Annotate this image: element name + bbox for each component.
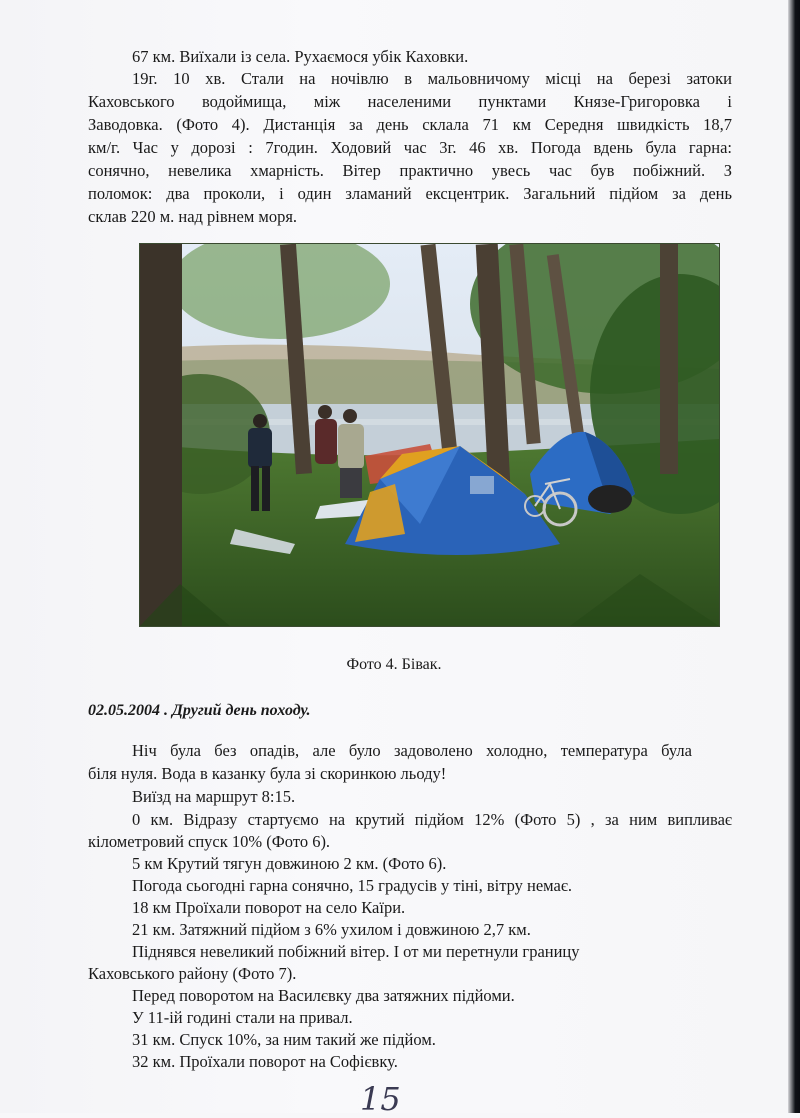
day-line-2: біля нуля. Вода в казанку була зі скоринкою льоду! <box>88 764 447 783</box>
intro-line-5: км/г. Час у дорозі : 7годин. Ходовий час 3г. 46 хв. Погода вдень була гарна: <box>88 138 732 157</box>
day-line-11: Каховського району (Фото 7). <box>88 964 297 983</box>
intro-line-4: Заводовка. (Фото 4). Дистанція за день склала 71 км Середня швидкість 18,7 <box>88 115 732 134</box>
day-line-8: 18 км Проїхали поворот на село Каїри. <box>132 898 406 917</box>
day-line-6: 5 км Крутий тягун довжиною 2 км. (Фото 6). <box>132 854 447 873</box>
intro-line-2: 19г. 10 хв. Стали на ночівлю в мальовничому місці на березі затоки <box>132 69 732 88</box>
intro-line-3: Каховського водоймища, між населеними пунктами Князе-Григоровка і <box>88 92 732 111</box>
scan-edge <box>788 0 800 1113</box>
day-line-9: 21 км. Затяжний підйом з 6% ухилом і довжиною 2,7 км. <box>132 920 531 939</box>
day-line-15: 32 км. Проїхали поворот на Софієвку. <box>132 1052 398 1071</box>
day-line-4: 0 км. Відразу стартуємо на крутий підйом 12% (Фото 5) , за ним випливає <box>132 810 732 829</box>
photo-caption: Фото 4. Бівак. <box>346 656 442 673</box>
intro-line-1: 67 км. Виїхали із села. Рухаємося убік Каховки. <box>132 47 469 66</box>
page-number: 15 <box>360 1080 401 1118</box>
day-line-7: Погода сьогодні гарна сонячно, 15 градусів у тіні, вітру немає. <box>132 876 573 895</box>
day-heading: 02.05.2004 . Другий день походу. <box>88 702 311 719</box>
campsite-scene <box>140 244 719 626</box>
day-line-14: 31 км. Спуск 10%, за ним такий же підйом. <box>132 1030 436 1049</box>
day-line-12: Перед поворотом на Василєвку два затяжних підйоми. <box>132 986 515 1005</box>
day-line-1: Ніч була без опадів, але було задоволено холодно, температура була <box>132 741 692 760</box>
intro-line-6: сонячно, невелика хмарність. Вітер практично увесь час був побіжний. З <box>88 161 732 180</box>
day-line-10: Піднявся невеликий побіжний вітер. І от ми перетнули границу <box>132 942 580 961</box>
day-line-13: У 11-ій годині стали на привал. <box>132 1008 353 1027</box>
day-line-5: кілометровий спуск 10% (Фото 6). <box>88 832 331 851</box>
intro-line-7: поломок: два проколи, і один зламаний ексцентрик. Загальний підйом за день <box>88 184 732 203</box>
campsite-photo <box>139 243 720 627</box>
intro-line-8: склав 220 м. над рівнем моря. <box>88 207 298 226</box>
day-line-3: Виїзд на маршрут 8:15. <box>132 787 296 806</box>
